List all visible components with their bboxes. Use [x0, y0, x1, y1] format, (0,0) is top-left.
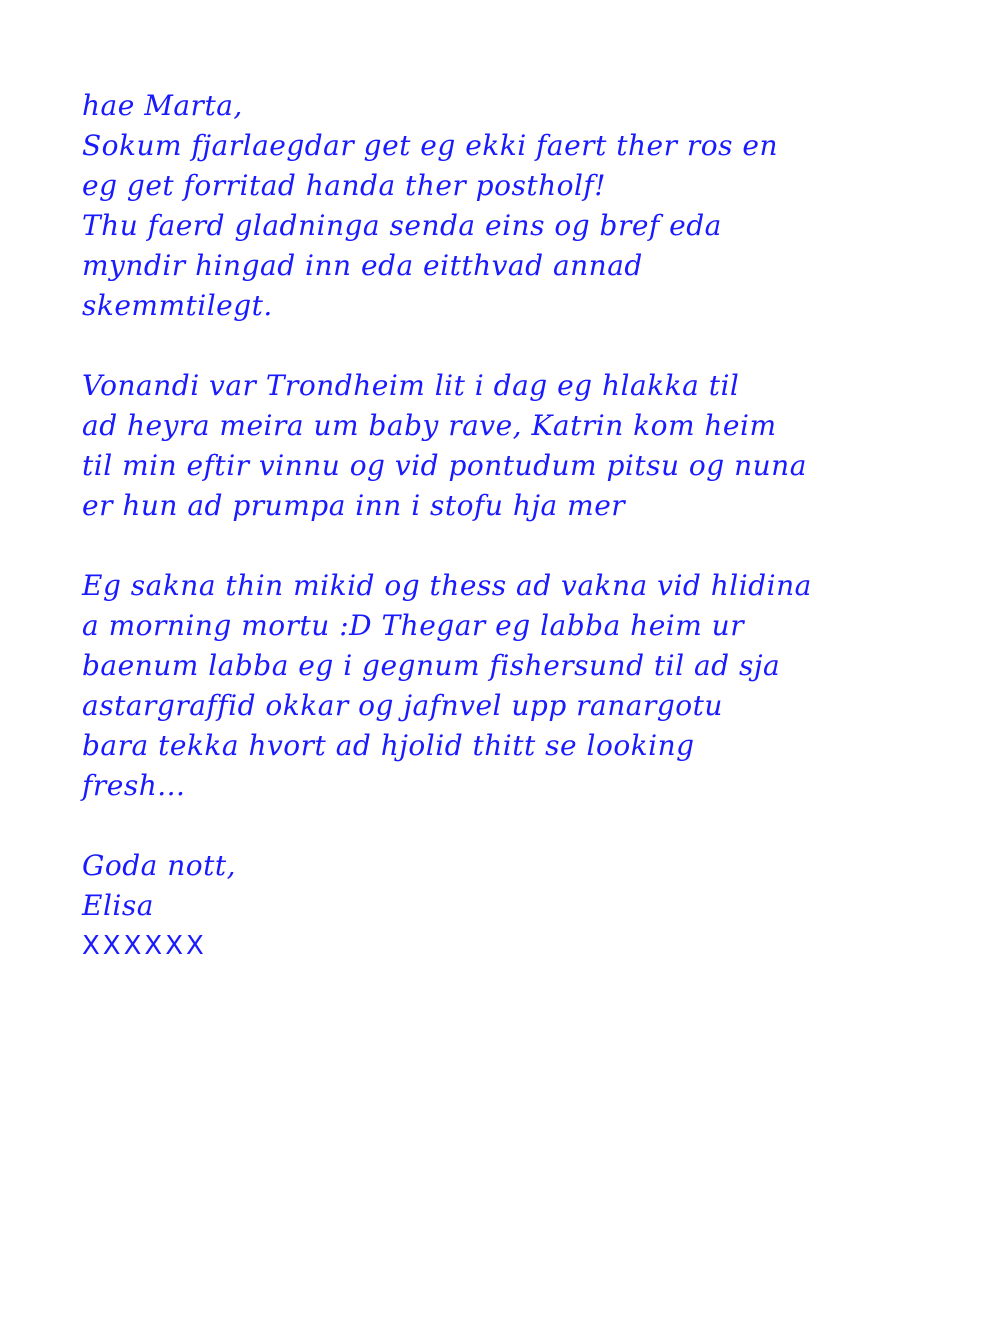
text-line: Sokum fjarlaegdar get eg ekki faert ther ros en	[82, 129, 778, 162]
text-line: er hun ad prumpa inn i stofu hja mer	[82, 489, 626, 522]
paragraph-1	[82, 126, 962, 326]
text-line: myndir hingad inn eda eitthvad annad	[82, 249, 643, 282]
paragraph-gap	[82, 326, 962, 366]
handwritten-letter	[82, 86, 962, 966]
text-line: bara tekka hvort ad hjolid thitt se looking	[82, 729, 695, 762]
closing: Goda nott,	[82, 849, 237, 882]
text-line: Thu faerd gladninga senda eins og bref eda	[82, 209, 722, 242]
text-line: ad heyra meira um baby rave, Katrin kom heim	[82, 409, 777, 442]
text-line: astargraffid okkar og jafnvel upp ranargotu	[82, 689, 723, 722]
text-line: Eg sakna thin mikid og thess ad vakna vid hlidina	[82, 569, 812, 602]
text-line: skemmtilegt.	[82, 289, 273, 322]
paragraph-2	[82, 366, 962, 526]
paragraph-3	[82, 566, 962, 806]
signature: Elisa	[82, 889, 154, 922]
text-line: fresh...	[82, 769, 186, 802]
text-line: Vonandi var Trondheim lit i dag eg hlakka til	[82, 369, 740, 402]
text-line: a morning mortu :D Thegar eg labba heim ur	[82, 609, 745, 642]
greeting: hae Marta,	[82, 89, 243, 122]
text-line: til min eftir vinnu og vid pontudum pitsu og nuna	[82, 449, 807, 482]
text-line: eg get forritad handa ther postholf!	[82, 169, 607, 202]
paragraph-gap	[82, 526, 962, 566]
text-line: baenum labba eg i gegnum fishersund til ad sja	[82, 649, 781, 682]
kisses: XXXXXX	[82, 931, 207, 961]
paragraph-gap	[82, 806, 962, 846]
